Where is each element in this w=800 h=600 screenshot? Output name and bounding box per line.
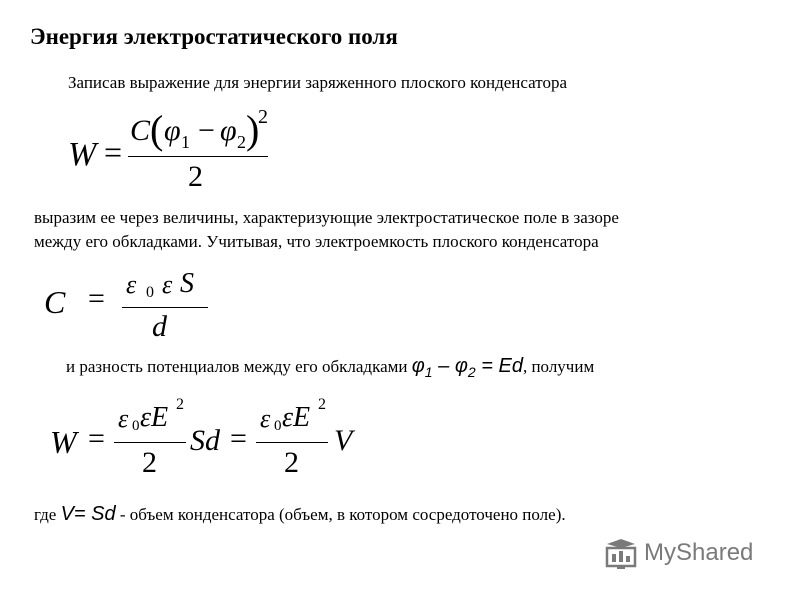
mortarboard-screen-icon [604, 538, 638, 570]
formula2-s: S [180, 268, 194, 299]
page-title: Энергия электростатического поля [30, 24, 398, 49]
formula3-fraction-bar-b [256, 442, 328, 443]
formula1-equals: = [104, 134, 123, 170]
explanation-line-1: выразим ее через величины, характеризующие электростатическое поле в зазоре [34, 208, 619, 227]
field-energy-formula [46, 398, 386, 488]
formula3-eps-e-b: εE [282, 402, 311, 433]
formula1-num-c: C [130, 114, 151, 147]
volume-text [34, 503, 566, 526]
phi-1-sub: 1 [424, 364, 433, 380]
phi-2: – φ [432, 355, 468, 377]
formula1-sub1: 1 [181, 132, 190, 152]
formula3-den-b: 2 [284, 446, 299, 479]
formula1-phi1: φ [164, 114, 181, 147]
formula3-den-a: 2 [142, 446, 157, 479]
explanation-text [34, 206, 619, 254]
formula3-eps0-b: ε [260, 404, 271, 433]
formula1-minus: − [198, 114, 215, 147]
phi-2-sub: 2 [467, 364, 476, 380]
formula3-equals-1: = [88, 422, 105, 455]
formula3-lhs: W [50, 424, 77, 460]
volume-equation: V= Sd [60, 503, 116, 525]
potential-text-end: , получим [522, 357, 595, 376]
explanation-line-2: между его обкладками. Учитывая, что электроемкость плоского конденсатора [34, 232, 599, 251]
formula3-power-a: 2 [176, 396, 184, 413]
formula3-v: V [334, 424, 353, 457]
formula2-sub0: 0 [146, 284, 154, 301]
formula3-power-b: 2 [318, 396, 326, 413]
formula1-sub2: 2 [237, 132, 246, 152]
equals-ed: = Ed [475, 355, 523, 377]
formula3-sd: Sd [190, 424, 220, 457]
formula2-lhs: C [44, 284, 66, 320]
phi-1: φ [411, 355, 425, 377]
formula2-eps0: ε [126, 270, 137, 299]
formula1-denominator: 2 [188, 160, 203, 193]
myshared-logo [604, 536, 774, 572]
potential-text-start: и разность потенциалов между его обкладками [66, 357, 412, 376]
formula1-close-paren: ) [246, 107, 260, 152]
formula2-denominator: d [152, 310, 167, 343]
formula3-equals-2: = [230, 422, 247, 455]
energy-formula-capacitor [60, 106, 300, 200]
formula1-lhs: W [68, 136, 97, 173]
formula3-eps0-a: ε [118, 404, 129, 433]
formula2-eps: ε [162, 270, 173, 299]
logo-text: MyShared [644, 539, 754, 566]
formula3-eps-e-a: εE [140, 402, 169, 433]
formula3-fraction-bar-a [114, 442, 186, 443]
volume-text-start: где [34, 505, 61, 524]
capacitance-formula [40, 270, 240, 350]
intro-text: Записав выражение для энергии заряженного плоского конденсатора [68, 73, 568, 92]
formula2-fraction-bar [122, 307, 208, 308]
formula1-open-paren: ( [150, 107, 164, 152]
formula1-phi2: φ [220, 114, 237, 147]
volume-text-end: - объем конденсатора (объем, в котором сосредоточено поле). [115, 505, 566, 524]
formula2-equals: = [88, 282, 105, 315]
formula3-sub0-b: 0 [274, 418, 282, 434]
formula1-power: 2 [258, 106, 268, 128]
formula1-fraction-bar [128, 156, 268, 157]
potential-difference-text [66, 355, 594, 378]
formula3-sub0-a: 0 [132, 418, 140, 434]
